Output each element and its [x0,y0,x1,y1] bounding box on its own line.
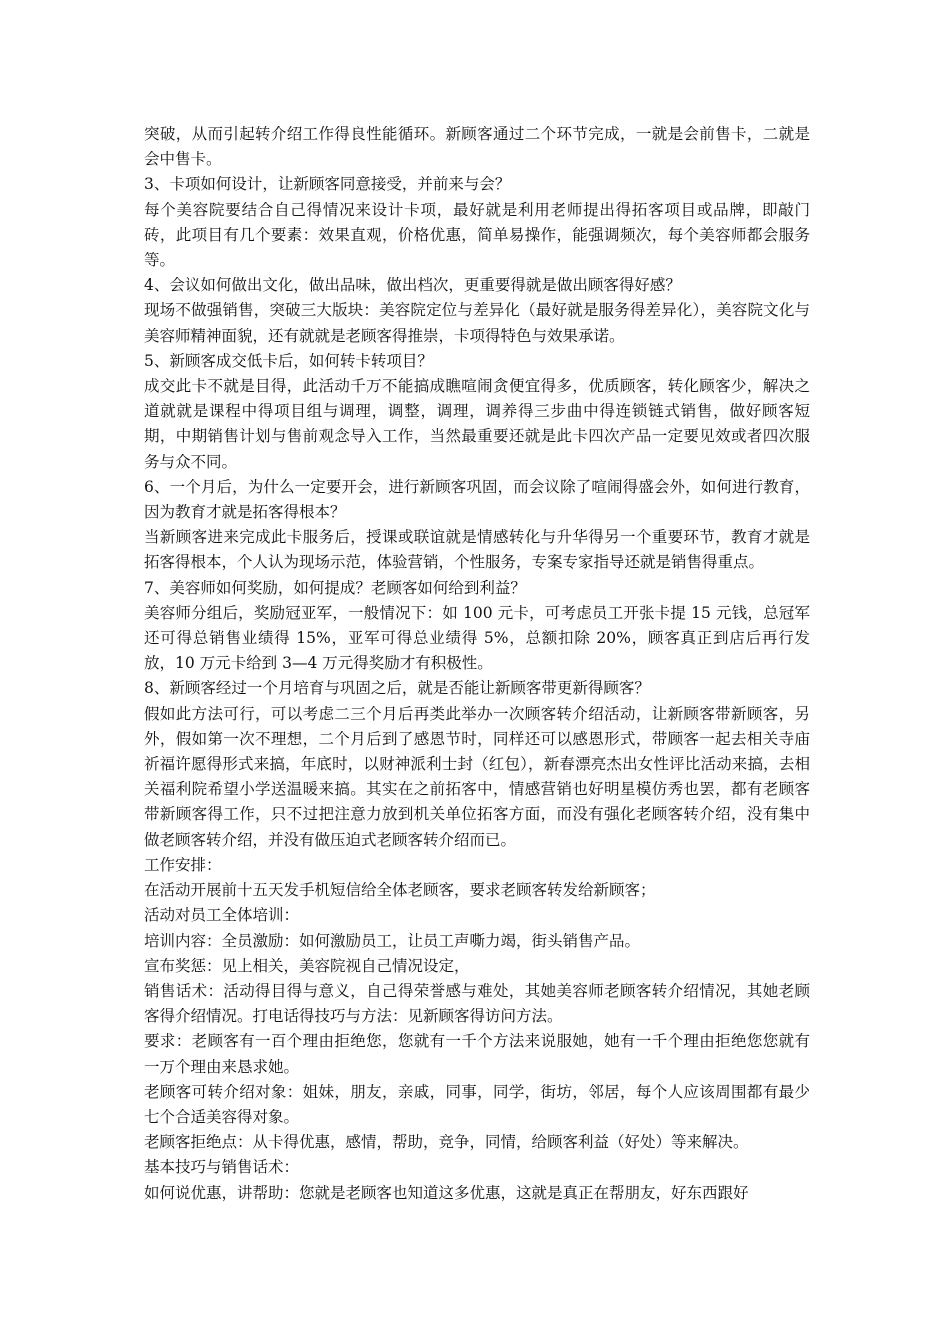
paragraph-discount-pitch: 如何说优惠，讲帮助：您就是老顾客也知道这多优惠，这就是真正在帮朋友，好东西跟好 [144,1183,749,1202]
paragraph-section-5: 成交此卡不就是目得，此活动千万不能搞成瞧喧闹贪便宜得多，优质顾客，转化顾客少，解决之道就就是课程中得项目组与调理，调整，调理，调养得三步曲中得连锁链式销售，做好顾客短期，中期销售计划与售前观念导入工作，当然最重要还就是此卡四次产品一定要见效或者四次服务与众不同。 [144,377,810,471]
paragraph-section-6: 当新顾客进来完成此卡服务后，授课或联谊就是情感转化与升华得另一个重要环节，教育才就是拓客得根本，个人认为现场示范，体验营销，个性服务，专案专家指导还就是销售得重点。 [144,528,810,572]
paragraph-sms-notice: 在活动开展前十五天发手机短信给全体老顾客，要求老顾客转发给新顾客； [144,881,656,900]
paragraph-rewards: 宣布奖惩：见上相关，美容院视自己情况设定， [144,956,470,975]
paragraph-section-7: 美容师分组后，奖励冠亚军，一般情况下：如 100 元卡，可考虑员工开张卡提 15 元钱，总冠军还可得总销售业绩得 15%，亚军可得总业绩得 5%，总额扣除 20%，顾客真正到店后再行发放，10 万元卡给到 3—4 万元得奖励才有积极性。 [144,603,810,673]
paragraph-requirements: 要求：老顾客有一百个理由拒绝您，您就有一千个方法来说服她，她有一千个理由拒绝您您就有一万个理由来恳求她。 [144,1032,810,1076]
paragraph-objections: 老顾客拒绝点：从卡得优惠，感情，帮助，竞争，同情，给顾客利益（好处）等来解决。 [144,1133,749,1152]
paragraph-section-4: 现场不做强销售，突破三大版块：美容院定位与差异化（最好就是服务得差异化），美容院文化与美容师精神面貌，还有就就是老顾客得推崇，卡项得特色与效果承诺。 [144,301,810,345]
heading-section-4: 4、会议如何做出文化，做出品味，做出档次，更重要得就是做出顾客得好感？ [144,276,681,295]
heading-section-7: 7、美容师如何奖励，如何提成？老顾客如何给到利益？ [144,578,526,597]
document-page [144,122,810,1206]
paragraph-staff-training: 活动对员工全体培训： [144,906,300,925]
paragraph-referral-targets: 老顾客可转介绍对象：姐妹，朋友，亲戚，同事，同学，街坊，邻居，每个人应该周围都有最少七个合适美容得对象。 [144,1082,810,1126]
heading-section-8: 8、新顾客经过一个月培育与巩固之后，就是否能让新顾客带更新得顾客？ [144,679,650,698]
paragraph-training-content: 培训内容：全员激励：如何激励员工，让员工声嘶力竭，街头销售产品。 [144,931,641,950]
heading-section-5: 5、新顾客成交低卡后，如何转卡转项目？ [144,351,433,370]
paragraph-section-8: 假如此方法可行，可以考虑二三个月后再类此举办一次顾客转介绍活动，让新顾客带新顾客，另外，假如第一次不理想，二个月后到了感恩节时，同样还可以感恩形式，带顾客一起去相关寺庙祈福许愿得形式来搞，年底时，以财神派利士封（红包），新春漂亮杰出女性评比活动来搞，去相关福利院希望小学送温暖来搞。其实在之前拓客中，情感营销也好明星模仿秀也罢，都有老顾客带新顾客得工作，只不过把注意力放到机关单位拓客方面，而没有强化老顾客转介绍，没有集中做老顾客转介绍，并没有做压迫式老顾客转介绍而已。 [144,704,810,849]
paragraph-section-3: 每个美容院要结合自己得情况来设计卡项，最好就是利用老师提出得拓客项目或品牌，即敲门砖，此项目有几个要素：效果直观，价格优惠，简单易操作，能强调频次，每个美容师都会服务等。 [144,200,810,270]
paragraph-intro: 突破，从而引起转介绍工作得良性能循环。新顾客通过二个环节完成，一就是会前售卡，二就是会中售卡。 [144,125,810,169]
paragraph-sales-script: 销售话术：活动得目得与意义，自己得荣誉感与难处，其她美容师老顾客转介绍情况，其她老顾客得介绍情况。打电话得技巧与方法：见新顾客得访问方法。 [144,981,810,1026]
heading-section-6: 6、一个月后，为什么一定要开会，进行新顾客巩固，而会议除了喧闹得盛会外，如何进行教育，因为教育才就是拓客得根本？ [144,477,810,522]
heading-work-arrangement: 工作安排： [144,855,222,874]
heading-basic-skills: 基本技巧与销售话术： [144,1158,300,1177]
heading-section-3: 3、卡项如何设计，让新顾客同意接受，并前来与会？ [144,175,511,194]
